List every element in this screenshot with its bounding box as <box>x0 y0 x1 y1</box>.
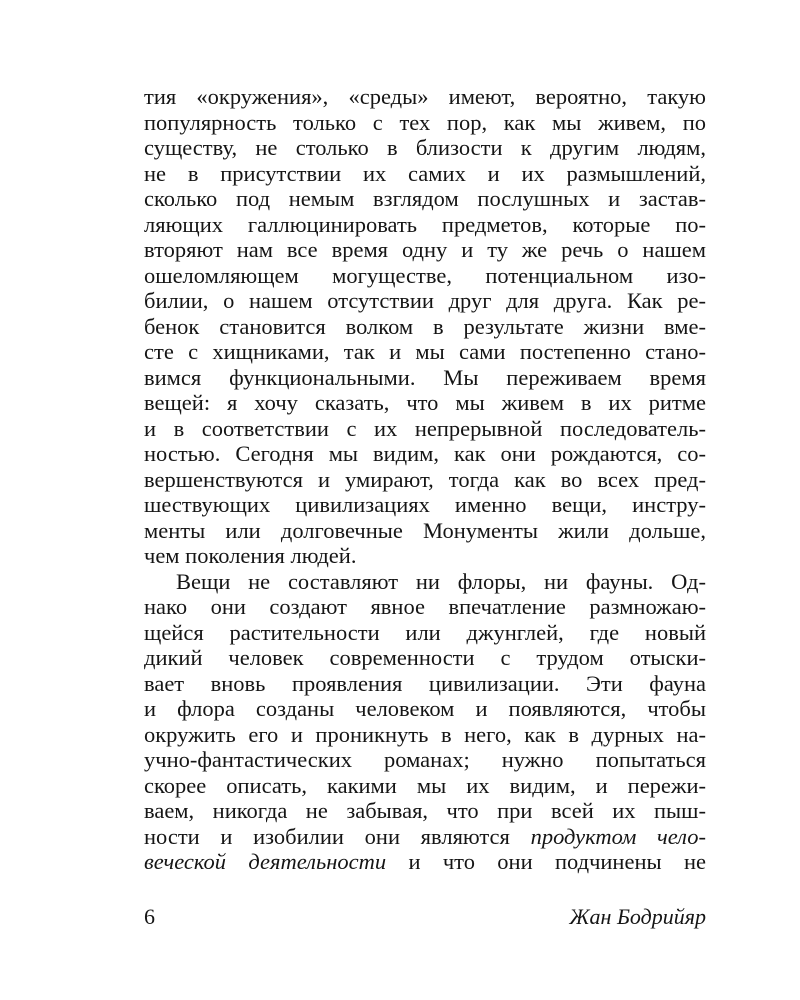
body-text <box>144 84 706 875</box>
text-line: ляющих галлюцинировать предметов, которые по- <box>144 211 706 237</box>
text-line: учно-фантастических романах; нужно попытаться <box>144 747 706 772</box>
text-line: сте с хищниками, так и мы сами постепенно стано- <box>144 339 706 364</box>
text-line: ошеломляющем могуществе, потенциальном изо- <box>144 262 706 288</box>
text-line: вещей: я хочу сказать, что мы живем в их ритме <box>144 390 706 415</box>
paragraph-start-line: Вещи не составляют ни флоры, ни фауны. Од- <box>176 568 706 594</box>
text-line: не в присутствии их самих и их размышлений, <box>144 160 706 186</box>
text-line: окружить его и проникнуть в него, как в дурных на- <box>144 721 706 747</box>
text-line: тия «окружения», «среды» имеют, вероятно, такую <box>144 84 706 109</box>
text-line: менты или долговечные Монументы жили дольше, <box>144 517 706 543</box>
text-span: ности и изобилии они являются <box>144 823 531 849</box>
text-line: существу, не столько в близости к другим людям, <box>144 135 706 160</box>
emphasis-span: продуктом чело- <box>530 823 707 849</box>
text-span: и что они подчинены не <box>386 849 706 874</box>
text-line: вает вновь проявления цивилизации. Эти фауна <box>144 670 706 696</box>
text-line: и в соответствии с их непрерывной последователь- <box>144 415 706 441</box>
text-line: нако они создают явное впечатление размножаю- <box>144 594 706 619</box>
page-number: 6 <box>144 904 155 929</box>
paragraph-end-line: чем поколения людей. <box>144 543 357 568</box>
text-line: вершенствуются и умирают, тогда как во всех пред- <box>144 466 706 492</box>
text-line: сколько под немым взглядом послушных и застав- <box>144 186 706 211</box>
text-line: билии, о нашем отсутствии друг для друга. Как ре- <box>144 288 706 313</box>
text-line: и флора созданы человеком и появляются, чтобы <box>144 696 706 721</box>
text-line: вторяют нам все время одну и ту же речь о нашем <box>144 237 706 262</box>
text-line: вимся функциональными. Мы переживаем время <box>144 364 706 390</box>
text-line-with-emphasis <box>144 849 706 875</box>
text-line: скорее описать, какими мы их видим, и пережи- <box>144 772 706 798</box>
text-line-with-emphasis <box>144 824 706 850</box>
page-footer <box>144 904 706 932</box>
emphasis-span: веческой деятельности <box>144 849 387 874</box>
text-line: бенок становится волком в результате жизни вме- <box>144 313 706 339</box>
text-line: дикий человек современности с трудом отыски- <box>144 645 706 670</box>
text-line: щейся растительности или джунглей, где новый <box>144 619 706 645</box>
text-line: шествующих цивилизациях именно вещи, инстру- <box>144 492 706 517</box>
text-line: популярность только с тех пор, как мы живем, по <box>144 109 706 135</box>
text-line: ваем, никогда не забывая, что при всей их пыш- <box>144 798 706 823</box>
text-line: ностью. Сегодня мы видим, как они рождаются, со- <box>144 441 706 466</box>
running-head-author: Жан Бодрийяр <box>569 904 706 929</box>
